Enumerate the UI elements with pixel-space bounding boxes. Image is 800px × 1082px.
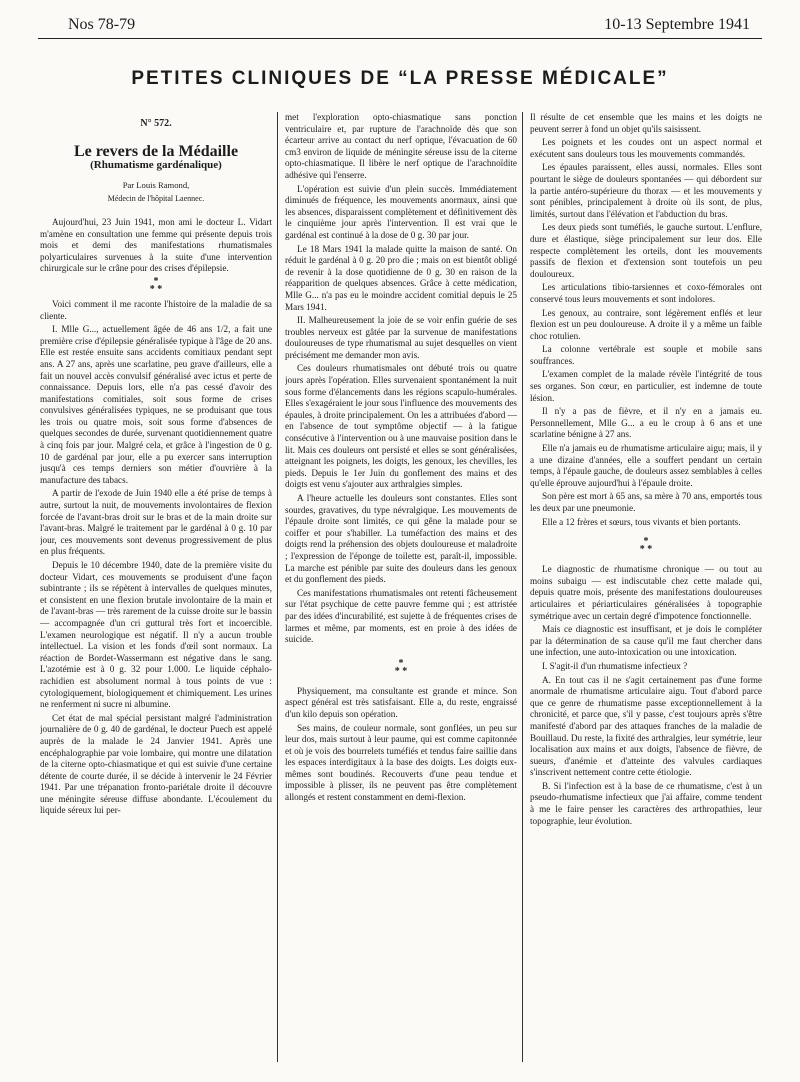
article-title: Le revers de la Médaille [73, 142, 239, 160]
running-header [38, 12, 762, 38]
author-role: Médecin de l'hôpital Laennec. [107, 194, 205, 204]
paragraph: I. S'agit-il d'un rhumatisme infectieux ? [542, 660, 688, 671]
section-break [285, 657, 517, 677]
paragraph: Depuis le 10 décembre 1940, date de la première visite du docteur Vidart, ces mouvements se produisent d'une façon subintrante ; ils se répètent à intervalles de quelques minutes, et consistent en une flexion brutale involontaire de la main et de l'avant-bras — très rarement de la cuisse droite sur le bassin — accompagnée d'un cri guttural très fort et incoercible. L'examen neurologique est négatif. Il n'y a aucun trouble intellectuel. La vision et les fonds d'œil sont normaux. La réaction de Bordet-Wassermann est négative dans le sang. L'azotémie est à 0 g. 32 pour 1.000. Le liquide céphalo-rachidien est absolument normal à tous points de vue : cytologiquement, biologiquement et chimiquement. Les urines ne renferment ni sucre ni albumine. [40, 560, 272, 710]
paragraph: Les épaules paraissent, elles aussi, normales. Elles sont pourtant le siège de douleurs spontanées — qui débordent sur la partie antéro-supérieure du thorax — et les mouvements y sont pénibles, principalement à droite où ils sont, de plus, limités, surtout dans l'élévation et l'abduction du bras. [530, 162, 762, 219]
star-mark: * * [149, 283, 163, 295]
paragraph: Elle a 12 frères et sœurs, tous vivants et bien portants. [542, 516, 741, 527]
journal-title: PETITES CLINIQUES DE “LA PRESSE MÉDICALE” [131, 68, 669, 89]
paragraph: Son père est mort à 65 ans, sa mère à 70 ans, emportés tous les deux par une pneumonie. [530, 491, 762, 513]
paragraph: Les articulations tibio-tarsiennes et coxo-fémorales ont conservé tous leurs mouvements et sont indolores. [530, 282, 762, 304]
column-1 [40, 112, 272, 1072]
paragraph: Les genoux, au contraire, sont légèrement enflés et leur flexion est un peu douloureuse. A droite il y a même un faible choc rotulien. [530, 307, 762, 341]
author-byline: Par Louis Ramond, [122, 179, 190, 190]
paragraph: Les deux pieds sont tuméfiés, le gauche surtout. L'enflure, dure et élastique, siège principalement sur leur dos. Elle respecte complètement les orteils, dont les mouvements passifs de flexion et d'extension sont toutefois un peu douloureux. [530, 222, 762, 279]
paragraph: Aujourd'hui, 23 Juin 1941, mon ami le docteur L. Vidart m'amène en consultation une femme qui présente depuis trois mois et demi des manifestations rhumatismales polyarticulaires survenues à la suite d'une intervention chirurgicale sur le crâne pour des crises d'épilepsie. [40, 216, 272, 274]
article-subtitle: (Rhumatisme gardénalique) [90, 159, 222, 172]
paragraph: Ces manifestations rhumatismales ont retenti fâcheusement sur l'état psychique de cette pauvre femme qui ; est attristée par des idées d'incurabilité, est sujette à de fréquentes crises de larmes et même, par moments, est en proie à des idées de suicide. [285, 587, 517, 645]
column-3 [530, 112, 762, 1072]
paragraph: Ces douleurs rhumatismales ont débuté trois ou quatre jours après l'opération. Elles survenaient spontanément la nuit sous forme d'élancements dans les régions scapulo-humérales. Elles s'exagéraient le jour sous l'influence des mouvements des épaules, à droite principalement. On les a attribuées d'abord — en l'absence de tout symptôme objectif — à la fatigue consécutive à l'intervention ou à une mauvaise position dans le lit. Mais ces douleurs ont persisté et elles se sont généralisées, atteignant les poignets, les doigts, les genoux, les chevilles, les pieds. Depuis le 1er Juin du gonflement des mains et des doigts est venu s'ajouter aux arthralgies simples. [285, 363, 517, 490]
article-body [40, 112, 762, 1072]
paragraph: Il résulte de cet ensemble que les mains et les doigts ne peuvent serrer à fond un objet qu'ils saisissent. [530, 112, 762, 134]
paragraph: Ses mains, de couleur normale, sont gonflées, un peu sur leur dos, mais surtout à leur paume, qui est comme capitonnée et où je vois des bourrelets tuméfiés et tendus faire saillie dans les espaces interdigitaux à la base des doigts. Les doigts eux-mêmes sont boudinés. Recouverts d'une peau tendue et impossible à plisser, ils ne peuvent pas être complètement allongés et restent constamment en demi-flexion. [285, 722, 517, 803]
paragraph: I. Mlle G..., actuellement âgée de 46 ans 1/2, a fait une première crise d'épilepsie généralisée typique à l'âge de 20 ans. Elle est restée ensuite sans accidents comitiaux pendant sept ans. A 27 ans, après une scarlatine, peu grave d'ailleurs, elle a fait un nouvel accès convulsif généralisé avec ictus et perte de connaissance. Depuis lors, elle n'a pas cessé d'avoir des manifestations comitiales, soit sous forme de crises convulsives généralisées typiques, ne se produisant que tous les trois ou quatre mois, soit sous forme d'absences de quelques secondes de durée, survenant quotidiennement quatre à cinq fois par jour. Malgré cela, et grâce à l'ingestion de 0 g. 10 de gardénal par jour, elle a pu exercer sans interruption jusqu'à ces temps derniers son métier d'ouvrière à la manufacture des tabacs. [40, 324, 272, 485]
paragraph: met l'exploration opto-chiasmatique sans ponction ventriculaire et, par rupture de l'arachnoïde dès que son écarteur arrive au contact du nerf optique, l'évacuation de 60 cm3 environ de liquide de méningite séreuse issu de la citerne opto-chiasmatique. Il libère le nerf optique de l'arachnoïdite adhésive qui l'enserre. [285, 112, 517, 180]
paragraph: Cet état de mal spécial persistant malgré l'administration journalière de 0 g. 40 de gardénal, le docteur Puech est appelé auprès de la malade le 24 Janvier 1941. Après une encéphalographie par voie lombaire, qui montre une dilatation de la citerne opto-chiasmatique et qui est suivie d'une certaine détente de courte durée, il se décide à intervenir le 24 Février 1941. Par une trépanation fronto-pariétale droite il découvre une méningite séreuse diffuse abondante. L'écoulement du liquide séreux lui per- [40, 712, 272, 816]
header-rule [38, 38, 762, 39]
paragraph: Mais ce diagnostic est insuffisant, et je dois le compléter par la détermination de sa cause qu'il me faut chercher dans une infection, une auto-intoxication ou une intoxication. [530, 624, 762, 658]
paragraph: Physiquement, ma consultante est grande et mince. Son aspect général est très satisfaisant. Elle a, du reste, engraissé d'un kilo depuis son opération. [285, 685, 517, 719]
star-mark: * [153, 275, 159, 287]
paragraph: II. Malheureusement la joie de se voir enfin guérie de ses troubles nerveux est gâtée par la survenue de manifestations douloureuses de type rhumatismal au sujet desquelles on vient précisément me demander mon avis. [285, 315, 517, 360]
paragraph: Les poignets et les coudes ont un aspect normal et exécutent sans douleurs tous les mouvements commandés. [530, 137, 762, 159]
paragraph: Le diagnostic de rhumatisme chronique — ou tout au moins subaigu — est indiscutable chez cette malade qui, depuis quatre mois, présente des manifestations douloureuses articulaires et périarticulaires généralisées à topographie symétrique avec un certain degré d'impotence fonctionnelle. [530, 564, 762, 621]
article-number: N° 572. [140, 118, 172, 129]
star-mark: * [643, 536, 649, 548]
section-break [530, 538, 762, 554]
paragraph: Voici comment il me raconte l'histoire de la maladie de sa cliente. [40, 298, 272, 321]
section-break [40, 275, 272, 295]
paragraph: A partir de l'exode de Juin 1940 elle a été prise de temps à autre, surtout la nuit, de mouvements involontaires de flexion forcée de l'avant-bras droit sur le bras et de la main droite sur l'avant-bras. Malgré le traitement par le gardénal à 0 g. 10 par jour, ces mouvements sont devenus progressivement de plus en plus fréquents. [40, 488, 272, 557]
star-mark: * * [394, 665, 408, 677]
paragraph: A l'heure actuelle les douleurs sont constantes. Elles sont sourdes, gravatives, du type névralgique. Les mouvements de l'épaule droite sont limités, ce qui gêne la malade pour se coiffer et pour s'habiller. La tuméfaction des mains et des doigts rend la préhension des objets douloureuse et maladroite ; l'expression de l'éponge de toilette est, paraît-il, impossible. La marche est pénible par suite des douleurs dans les genoux et du gonflement des pieds. [285, 493, 517, 585]
paragraph: L'examen complet de la malade révèle l'intégrité de tous ses organes. Son cœur, en particulier, est indemne de toute lésion. [530, 369, 762, 403]
issue-date: 10-13 Septembre 1941 [604, 16, 750, 33]
issue-number: Nos 78-79 [68, 16, 136, 33]
paragraph: Il n'y a pas de fièvre, et il n'y en a jamais eu. Personnellement, Mlle G... a eu le croup à 6 ans et une scarlatine bénigne à 27 ans. [530, 406, 762, 440]
star-mark: * * [639, 544, 653, 556]
paragraph: La colonne vertébrale est souple et mobile sans souffrances. [530, 344, 762, 366]
column-2 [285, 112, 517, 1072]
paragraph: A. En tout cas il ne s'agit certainement pas d'une forme anormale de rhumatisme articulaire aigu. Tout d'abord parce que ce genre de rhumatisme passe exceptionnellement à la chronicité, et parce que, s'il y passe, c'est toujours après s'être manifesté d'abord par des attaques franches de la maladie de Bouillaud. Du reste, la fixité des arthralgies, leur symétrie, leur localisation aux mains et aux doigts, l'absence de fièvre, de sueurs, d'anémie et d'atteinte des valvules cardiaques s'inscrivent nettement contre cette étiologie. [530, 674, 762, 778]
star-mark: * [398, 657, 404, 669]
paragraph: Le 18 Mars 1941 la malade quitte la maison de santé. On réduit le gardénal à 0 g. 20 pro die ; mais on est bientôt obligé de revenir à la dose quotidienne de 0 g. 30 en raison de la réapparition de quelques absences. Grâce à cette médication, Mlle G... n'a pas eu le moindre accident comitial depuis le 25 Mars 1941. [285, 243, 517, 312]
paragraph: B. Si l'infection est à la base de ce rhumatisme, c'est à un pseudo-rhumatisme infectieux que j'ai affaire, comme tendent à me le faire penser les caractères des arthropathies, leur topographie, leur évolution. [530, 780, 762, 826]
paragraph: L'opération est suivie d'un plein succès. Immédiatement diminués de fréquence, les mouvements anormaux, ainsi que les absences, disparaissent complètement et définitivement dès le cinquième jour après l'intervention. Il est vrai que le gardénal est continué à la dose de 0 g. 30 par jour. [285, 183, 517, 240]
paragraph: Elle n'a jamais eu de rhumatisme articulaire aigu; mais, il y a une dizaine d'années, elle a souffert pendant un certain temps, à l'épaule gauche, de douleurs assez semblables à celles qu'elle éprouve aujourd'hui à l'épaule droite. [530, 443, 762, 488]
